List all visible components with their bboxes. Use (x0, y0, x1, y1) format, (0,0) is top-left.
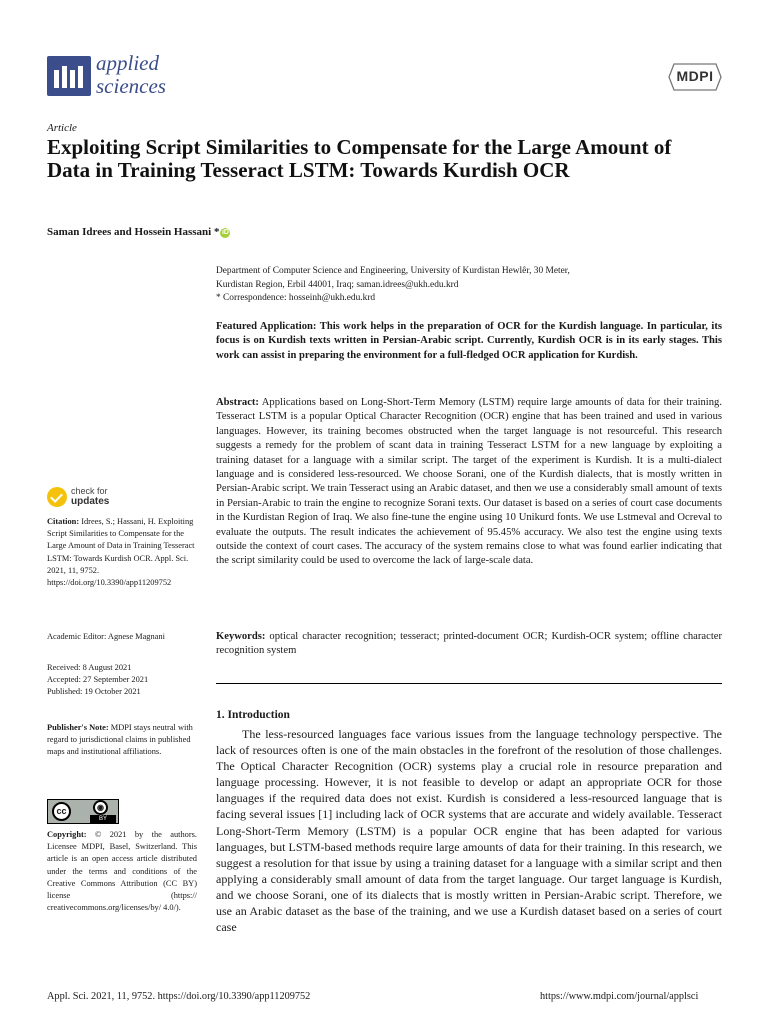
section-heading: 1. Introduction (216, 709, 290, 721)
author-names: Saman Idrees and Hossein Hassani * (47, 226, 220, 238)
copyright-block (47, 829, 197, 914)
journal-name[interactable] (96, 52, 166, 98)
publishers-note (47, 722, 197, 759)
affiliation-line1: Department of Computer Science and Engineering, University of Kurdistan Hewlêr, 30 Meter, (216, 266, 570, 276)
check-icon (47, 487, 67, 507)
intro-paragraph: The less-resourced languages face various issues from the language technology perspective. The lack of resources often is one of the main obstacles in the forefront of the resolution of those challenges. The Optical Character Recognition (OCR) systems play a crucial role in resource preparation and language processing. However, it is not feasible to develop or adapt an appropriate OCR for those languages if the required data does not exist. Kurdish is considered a less-resourced language that is facing several issues [1] including lack of OCR systems that are accurate and widely available. Tesseract Long-Short-Term Memory (LSTM) is a popular OCR engine that has been adapted for various languages, but LSTM-based methods require large amounts of data for their training. In this research, we suggest a resolution for that issue by using a training dataset for a language with a similar script and then applying a considerably small amount of data from the target language. Our target language is Kurdish, and we choose Sorani, one of its dialects that is mostly written in Persian-Arabic script. Therefore, we use an Arabic dataset as the base of the training, and we use a Kurdish dataset based on a series of court case (216, 727, 722, 935)
orcid-icon[interactable]: iD (221, 229, 229, 236)
mdpi-logo[interactable] (668, 63, 722, 91)
published-date: Published: 19 October 2021 (47, 687, 141, 697)
person-icon: ◉ (93, 800, 108, 815)
by-label: BY (90, 815, 116, 823)
cc-by-license-icon[interactable] (47, 799, 119, 824)
abstract (216, 396, 722, 569)
citation-text: Idrees, S.; Hassani, H. Exploiting Script Similarities to Compensate for the Large Amount of Data in Training Tesseract LSTM: Towards Kurdish OCR. Appl. Sci. 2021, 11, 9752. https://doi.org/10.3390/app11209752 (47, 517, 195, 588)
journal-name-line1: applied (96, 51, 159, 75)
note-label: Publisher's Note: (47, 723, 109, 732)
abstract-label: Abstract: (216, 397, 259, 408)
abstract-text: Applications based on Long-Short-Term Memory (LSTM) require large amounts of data for their training. Tesseract LSTM is a popular Optical Character Recognition (OCR) engine that has been trained and used in various languages. However, its training becomes obstructed when the target language is not resourceful. This research suggests a remedy for the problem of scant data in training Tesseract LSTM for a new language by exploiting a training dataset for a language with a similar script. The target of the experiment is Kurdish. It is a multi-dialect language and is considered less-resourced. We choose Sorani, one of the Kurdish dialects, that is mostly written in Persian-Arabic script. We train Tesseract using an Arabic dataset, and then we use a considerably small amount of texts in Persian-Arabic to train the engine to recognize Sorani texts. Our dataset is based on a series of court case documents in the Kurdistan Region of Iraq. We also fine-tune the engine using 10 Unikurd fonts. We use Lstmeval and Ocreval to evaluate the outputs. The result indicates the achievement of 95.45% accuracy. We also test the engine using texts outside the context of court cases. The accuracy of the system remains close to what was found earlier indicating that the script similarity could be used to overcome the lack of large-scale data. (216, 397, 722, 567)
journal-name-line2: sciences (96, 74, 166, 98)
copyright-label: Copyright: (47, 830, 87, 839)
accepted-date: Accepted: 27 September 2021 (47, 675, 149, 685)
check-line2: updates (71, 496, 110, 507)
keywords-label: Keywords: (216, 631, 266, 642)
featured-text: This work helps in the preparation of OCR for the Kurdish language. In particular, its focus is on Kurdish texts written in Persian-Arabic script. Currently, Kurdish OCR is in its early stages. This work can assist in preparing the environment for a full-fledged OCR application for Kurdish. (216, 321, 722, 361)
keywords (216, 630, 722, 659)
check-for-updates-button[interactable] (47, 486, 167, 518)
citation-block (47, 516, 197, 589)
citation-label: Citation: (47, 517, 80, 526)
paper-title: Exploiting Script Similarities to Compensate for the Large Amount of Data in Training Tesseract LSTM: Towards Kurdish OCR (47, 135, 672, 182)
section-divider (216, 683, 722, 684)
featured-label: Featured Application: (216, 321, 317, 332)
introduction-body (216, 726, 722, 935)
footer-journal-url[interactable]: https://www.mdpi.com/journal/applsci (540, 991, 699, 1002)
cc-icon: cc (52, 802, 71, 821)
affiliation (216, 265, 728, 306)
received-date: Received: 8 August 2021 (47, 663, 132, 672)
copyright-text: © 2021 by the authors. Licensee MDPI, Basel, Switzerland. This article is an open access article distributed under the terms and conditions of the Creative Commons Attribution (CC BY) license (https:// creativecommons.org/licenses/by/ 4.0/). (47, 830, 198, 913)
article-type: Article (47, 122, 77, 134)
journal-logo-icon (47, 56, 91, 96)
dates (47, 662, 197, 699)
correspondence: * Correspondence: hosseinh@ukh.edu.krd (216, 293, 376, 303)
publisher-name: MDPI (676, 68, 714, 84)
note-text: MDPI stays neutral with regard to jurisdictional claims in published maps and institutional affiliations. (47, 723, 193, 757)
affiliation-line2: Kurdistan Region, Erbil 44001, Iraq; saman.idrees@ukh.edu.krd (216, 279, 459, 290)
keywords-text: optical character recognition; tesseract; printed-document OCR; Kurdish-OCR system; offline character recognition system (216, 631, 722, 657)
featured-application (216, 320, 722, 363)
footer-citation[interactable]: Appl. Sci. 2021, 11, 9752. https://doi.org/10.3390/app11209752 (47, 991, 311, 1002)
authors (47, 226, 230, 238)
check-line1: check for (71, 486, 108, 496)
academic-editor: Academic Editor: Agnese Magnani (47, 632, 165, 641)
